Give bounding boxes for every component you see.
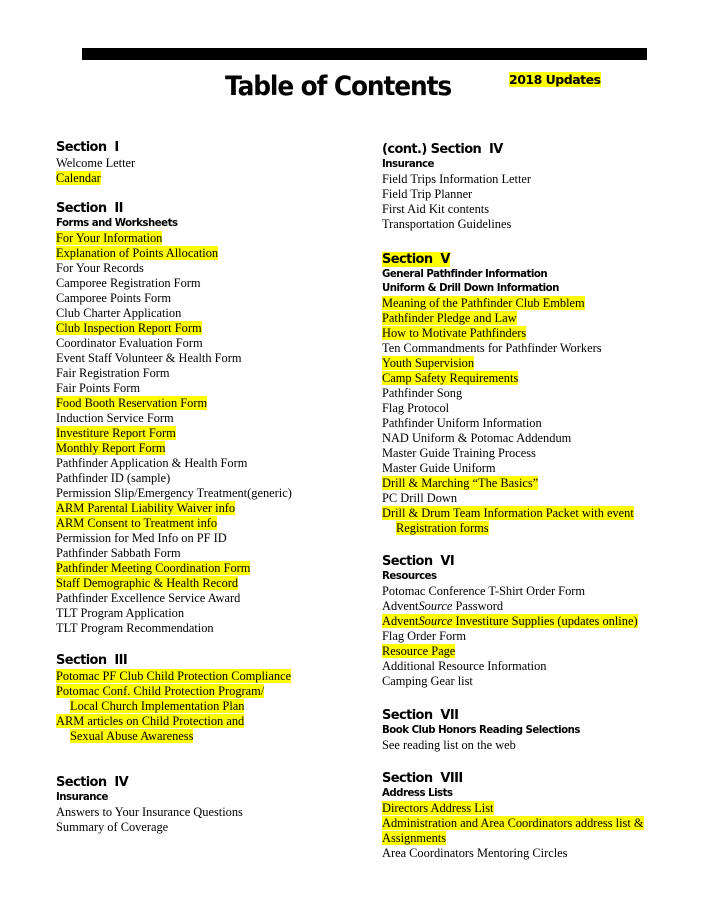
- item-text: Pathfinder Meeting Coordination Form: [56, 561, 251, 575]
- item-text: Ten Commandments for Pathfinder Workers: [382, 341, 602, 355]
- list-item: [56, 291, 292, 306]
- list-item: [382, 311, 634, 326]
- list-item: [56, 546, 292, 561]
- item-text: Induction Service Form: [56, 411, 174, 425]
- section-5: [382, 252, 634, 536]
- list-item: [382, 341, 634, 356]
- item-text: Registration forms: [396, 521, 489, 535]
- list-item: [382, 217, 531, 232]
- item-text-part: Investiture Supplies (updates online): [452, 614, 638, 628]
- section-2-list: [56, 231, 292, 636]
- item-text: PC Drill Down: [382, 491, 458, 505]
- item-text: Area Coordinators Mentoring Circles: [382, 846, 568, 860]
- list-item: [382, 816, 644, 831]
- item-text: Local Church Implementation Plan: [70, 699, 245, 713]
- item-text: Coordinator Evaluation Form: [56, 336, 203, 350]
- section-3: [56, 653, 291, 744]
- list-item-continued: [382, 831, 644, 846]
- item-text: Permission Slip/Emergency Treatment(generic): [56, 486, 292, 500]
- section-heading: Section VIII: [382, 771, 463, 786]
- item-text: Master Guide Uniform: [382, 461, 496, 475]
- list-item: [382, 401, 634, 416]
- list-item-continued: [56, 729, 291, 744]
- item-text: Calendar: [56, 171, 101, 185]
- item-text: Sexual Abuse Awareness: [70, 729, 194, 743]
- list-item: [56, 621, 292, 636]
- item-text: Camporee Registration Form: [56, 276, 201, 290]
- list-item: [382, 431, 634, 446]
- section-heading: [382, 252, 634, 268]
- section-subheading: Resources: [382, 571, 437, 582]
- list-item: [56, 336, 292, 351]
- item-text: [382, 599, 503, 613]
- item-text: Event Staff Volunteer & Health Form: [56, 351, 242, 365]
- list-item: [382, 416, 634, 431]
- list-item: [56, 606, 292, 621]
- item-text-italic: Source: [418, 614, 453, 628]
- item-text: Flag Protocol: [382, 401, 450, 415]
- section-4: [56, 775, 243, 835]
- item-text: [382, 614, 638, 628]
- list-item: [382, 506, 634, 521]
- item-text: Monthly Report Form: [56, 441, 166, 455]
- item-text: Club Charter Application: [56, 306, 182, 320]
- item-text: Master Guide Training Process: [382, 446, 536, 460]
- list-item: [56, 231, 292, 246]
- list-item: [382, 629, 638, 644]
- item-text: Potomac PF Club Child Protection Compliance: [56, 669, 292, 683]
- section-subheading: Uniform & Drill Down Information: [382, 283, 559, 294]
- item-text: Welcome Letter: [56, 156, 136, 170]
- section-1: [56, 140, 135, 186]
- section-heading-text: Section V: [382, 252, 450, 267]
- page-title: Table of Contents: [224, 71, 452, 102]
- item-text: Food Booth Reservation Form: [56, 396, 208, 410]
- item-text: Additional Resource Information: [382, 659, 547, 673]
- updates-tag: 2018 Updates: [509, 72, 601, 87]
- item-text: Transportation Guidelines: [382, 217, 512, 231]
- list-item: [382, 659, 638, 674]
- item-text: Drill & Drum Team Information Packet with event: [382, 506, 634, 520]
- item-text: Field Trips Information Letter: [382, 172, 532, 186]
- item-text: Administration and Area Coordinators address list &: [382, 816, 644, 830]
- item-text-part: Advent: [382, 614, 419, 628]
- list-item: [56, 531, 292, 546]
- item-text: Pathfinder Song: [382, 386, 463, 400]
- list-item: [382, 801, 644, 816]
- section-subheading: General Pathfinder Information: [382, 269, 548, 280]
- list-item: [56, 366, 292, 381]
- section-4-continued: [382, 142, 531, 232]
- list-item: [56, 351, 292, 366]
- item-text: Pathfinder Pledge and Law: [382, 311, 517, 325]
- item-text: Investiture Report Form: [56, 426, 176, 440]
- list-item: [56, 441, 292, 456]
- list-item: [382, 584, 638, 599]
- list-item: [56, 501, 292, 516]
- list-item: [382, 476, 634, 491]
- list-item: [382, 371, 634, 386]
- list-item: [56, 261, 292, 276]
- item-text: Directors Address List: [382, 801, 494, 815]
- section-5-list: [382, 296, 634, 506]
- list-item: [56, 426, 292, 441]
- item-text: Pathfinder Sabbath Form: [56, 546, 181, 560]
- list-item: [382, 846, 644, 861]
- item-text: ARM Consent to Treatment info: [56, 516, 218, 530]
- item-text: Field Trip Planner: [382, 187, 473, 201]
- item-text: Camporee Points Form: [56, 291, 171, 305]
- item-text: See reading list on the web: [382, 738, 516, 752]
- list-item: [56, 486, 292, 501]
- list-item: [382, 644, 638, 659]
- item-text: Potomac Conf. Child Protection Program/: [56, 684, 265, 698]
- list-item: [56, 669, 291, 684]
- item-text: Fair Registration Form: [56, 366, 170, 380]
- list-item: [56, 471, 292, 486]
- section-heading: Section IV: [56, 775, 129, 790]
- item-text: Pathfinder Uniform Information: [382, 416, 542, 430]
- section-subheading: Book Club Honors Reading Selections: [382, 725, 580, 736]
- section-heading: (cont.) Section IV: [382, 142, 503, 157]
- item-text: Answers to Your Insurance Questions: [56, 805, 243, 819]
- item-text: For Your Information: [56, 231, 163, 245]
- section-subheading: Insurance: [56, 792, 108, 803]
- top-rule: [82, 48, 647, 60]
- list-item: [382, 187, 531, 202]
- section-7: [382, 708, 580, 753]
- list-item: [382, 172, 531, 187]
- item-text: Pathfinder Excellence Service Award: [56, 591, 241, 605]
- section-heading: Section III: [56, 653, 128, 668]
- list-item: [56, 246, 292, 261]
- section-subheading: Insurance: [382, 159, 434, 170]
- item-text: First Aid Kit contents: [382, 202, 490, 216]
- list-item: [382, 461, 634, 476]
- list-item: [56, 396, 292, 411]
- list-item: [382, 326, 634, 341]
- item-text: Summary of Coverage: [56, 820, 169, 834]
- item-text: Assignments: [382, 831, 447, 845]
- item-text: How to Motivate Pathfinders: [382, 326, 527, 340]
- list-item: [382, 446, 634, 461]
- item-text: TLT Program Recommendation: [56, 621, 214, 635]
- list-item: [56, 321, 292, 336]
- item-text: Meaning of the Pathfinder Club Emblem: [382, 296, 585, 310]
- list-item: [56, 171, 135, 186]
- item-text: Camp Safety Requirements: [382, 371, 519, 385]
- section-subheading: Forms and Worksheets: [56, 218, 178, 229]
- item-text: For Your Records: [56, 261, 144, 275]
- list-item: [382, 202, 531, 217]
- item-text: Drill & Marching “The Basics”: [382, 476, 539, 490]
- item-text: Fair Points Form: [56, 381, 140, 395]
- list-item: [382, 599, 638, 614]
- item-text: NAD Uniform & Potomac Addendum: [382, 431, 572, 445]
- item-text: Explanation of Points Allocation: [56, 246, 219, 260]
- list-item: [56, 516, 292, 531]
- section-heading: Section VI: [382, 554, 455, 569]
- list-item: [56, 684, 291, 699]
- item-text-part: Password: [452, 599, 504, 613]
- item-text: ARM Parental Liability Waiver info: [56, 501, 236, 515]
- list-item: [56, 805, 243, 820]
- item-text: Club Inspection Report Form: [56, 321, 202, 335]
- list-item: [382, 674, 638, 689]
- list-item: [382, 614, 638, 629]
- item-text: Flag Order Form: [382, 629, 466, 643]
- list-item: [382, 296, 634, 311]
- list-item: [382, 386, 634, 401]
- item-text-italic: Source: [418, 599, 453, 613]
- item-text: Camping Gear list: [382, 674, 473, 688]
- list-item: [382, 491, 634, 506]
- list-item: [56, 456, 292, 471]
- section-2: [56, 201, 292, 636]
- list-item-continued: [56, 699, 291, 714]
- item-text: Youth Supervision: [382, 356, 475, 370]
- section-subheading: Address Lists: [382, 788, 453, 799]
- item-text: Pathfinder Application & Health Form: [56, 456, 248, 470]
- item-text: Staff Demographic & Health Record: [56, 576, 239, 590]
- item-text: Pathfinder ID (sample): [56, 471, 171, 485]
- item-text: Permission for Med Info on PF ID: [56, 531, 227, 545]
- section-heading: Section VII: [382, 708, 459, 723]
- list-item: [56, 591, 292, 606]
- list-item: [56, 561, 292, 576]
- section-8: [382, 771, 644, 861]
- list-item-continued: [382, 521, 634, 536]
- list-item: [382, 356, 634, 371]
- list-item: [56, 576, 292, 591]
- item-text: ARM articles on Child Protection and: [56, 714, 245, 728]
- list-item: [56, 714, 291, 729]
- list-item: [56, 306, 292, 321]
- list-item: [382, 738, 580, 753]
- list-item: [56, 411, 292, 426]
- item-text: Resource Page: [382, 644, 456, 658]
- list-item: [56, 820, 243, 835]
- list-item: [56, 156, 135, 171]
- item-text: Potomac Conference T-Shirt Order Form: [382, 584, 586, 598]
- section-heading: Section I: [56, 140, 119, 155]
- section-heading: Section II: [56, 201, 123, 216]
- item-text-part: Advent: [382, 599, 419, 613]
- section-6: [382, 554, 638, 689]
- item-text: TLT Program Application: [56, 606, 185, 620]
- list-item: [56, 276, 292, 291]
- list-item: [56, 381, 292, 396]
